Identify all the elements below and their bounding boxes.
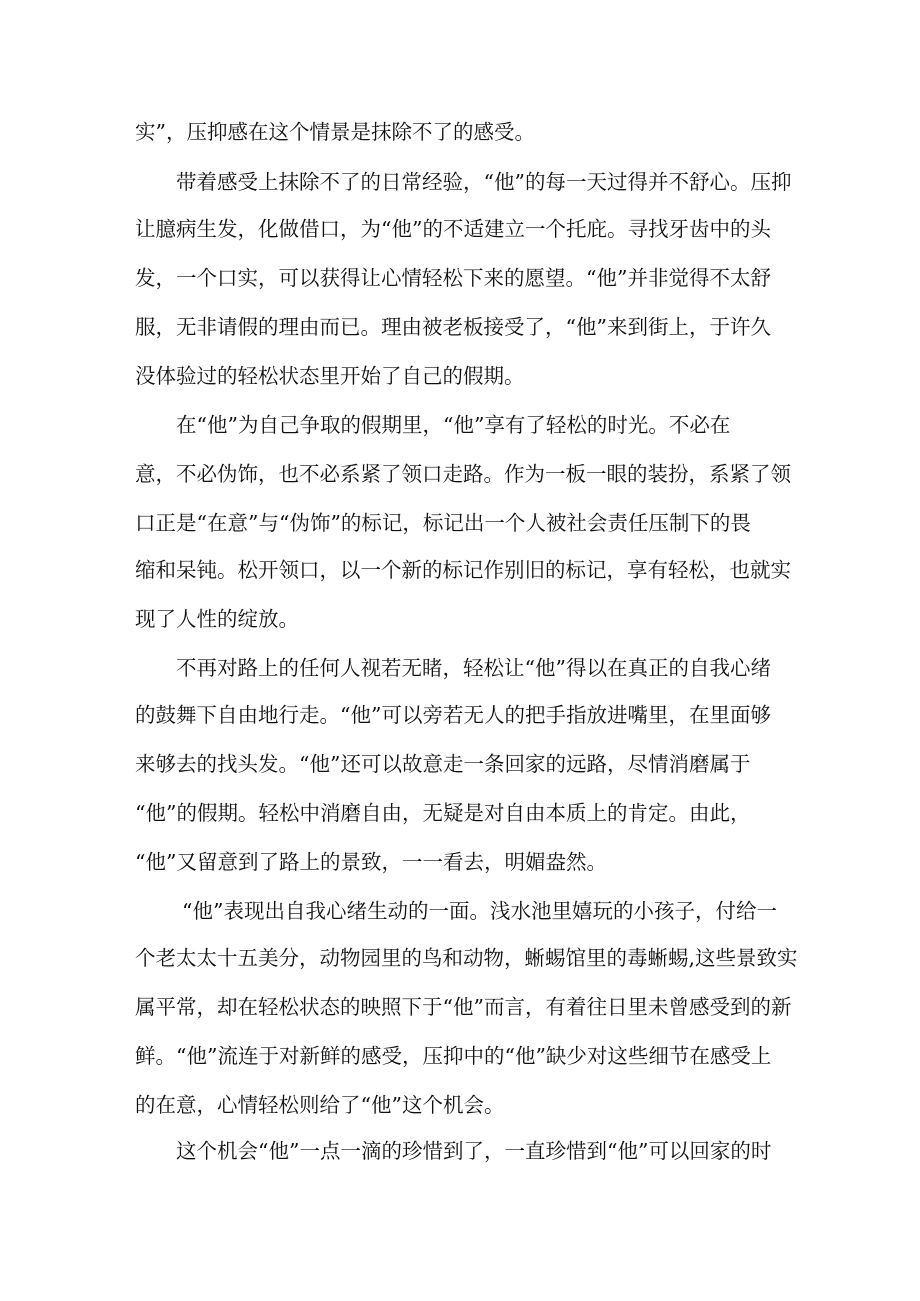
text-line: 带着感受上抹除不了的日常经验，“他”的每一天过得并不舒心。压抑	[176, 170, 792, 194]
text-line: 鲜。“他”流连于对新鲜的感受，压抑中的“他”缺少对这些细节在感受上	[135, 1044, 772, 1068]
text-line: “他”又留意到了路上的景致，一一看去，明媚盎然。	[135, 850, 607, 874]
text-line: 服，无非请假的理由而已。理由被老板接受了，“他”来到街上，于许久	[135, 315, 771, 339]
text-line: 个老太太十五美分，动物园里的鸟和动物，蜥蜴馆里的毒蜥蜴,这些景致实	[135, 946, 798, 970]
text-line: 口正是“在意”与“伪饰”的标记，标记出一个人被社会责任压制下的畏	[135, 511, 751, 535]
text-line: “他”的假期。轻松中消磨自由，无疑是对自由本质上的肯定。由此，	[135, 801, 751, 825]
text-line: 不再对路上的任何人视若无睹，轻松让“他”得以在真正的自我心绪	[176, 656, 771, 680]
text-line: 在“他”为自己争取的假期里，“他”享有了轻松的时光。不必在	[176, 413, 731, 437]
text-line: 没体验过的轻松状态里开始了自己的假期。	[135, 364, 525, 388]
text-line: 属平常，却在轻松状态的映照下于“他”而言，有着往日里未曾感受到的新	[135, 995, 792, 1019]
text-line: 来够去的找头发。“他”还可以故意走一条回家的远路，尽情消磨属于	[135, 752, 751, 776]
text-line: 让臆病生发，化做借口，为“他”的不适建立一个托庇。寻找牙齿中的头	[135, 217, 771, 241]
text-line: 缩和呆钝。松开领口，以一个新的标记作别旧的标记，享有轻松，也就实	[135, 558, 791, 582]
text-line: 现了人性的绽放。	[135, 607, 299, 631]
text-line: 意，不必伪饰，也不必系紧了领口走路。作为一板一眼的装扮，系紧了领	[135, 462, 791, 486]
text-line: 的在意，心情轻松则给了“他”这个机会。	[135, 1093, 505, 1117]
text-line: 这个机会“他”一点一滴的珍惜到了，一直珍惜到“他”可以回家的时	[176, 1139, 772, 1163]
text-line: 的鼓舞下自由地行走。“他”可以旁若无人的把手指放进嘴里，在里面够	[135, 703, 771, 727]
text-line: 实”，压抑感在这个情景是抹除不了的感受。	[135, 120, 535, 144]
text-line: “他”表现出自我心绪生动的一面。浅水池里嬉玩的小孩子，付给一	[182, 899, 777, 923]
text-line: 发，一个口实，可以获得让心情轻松下来的愿望。“他”并非觉得不太舒	[135, 266, 771, 290]
